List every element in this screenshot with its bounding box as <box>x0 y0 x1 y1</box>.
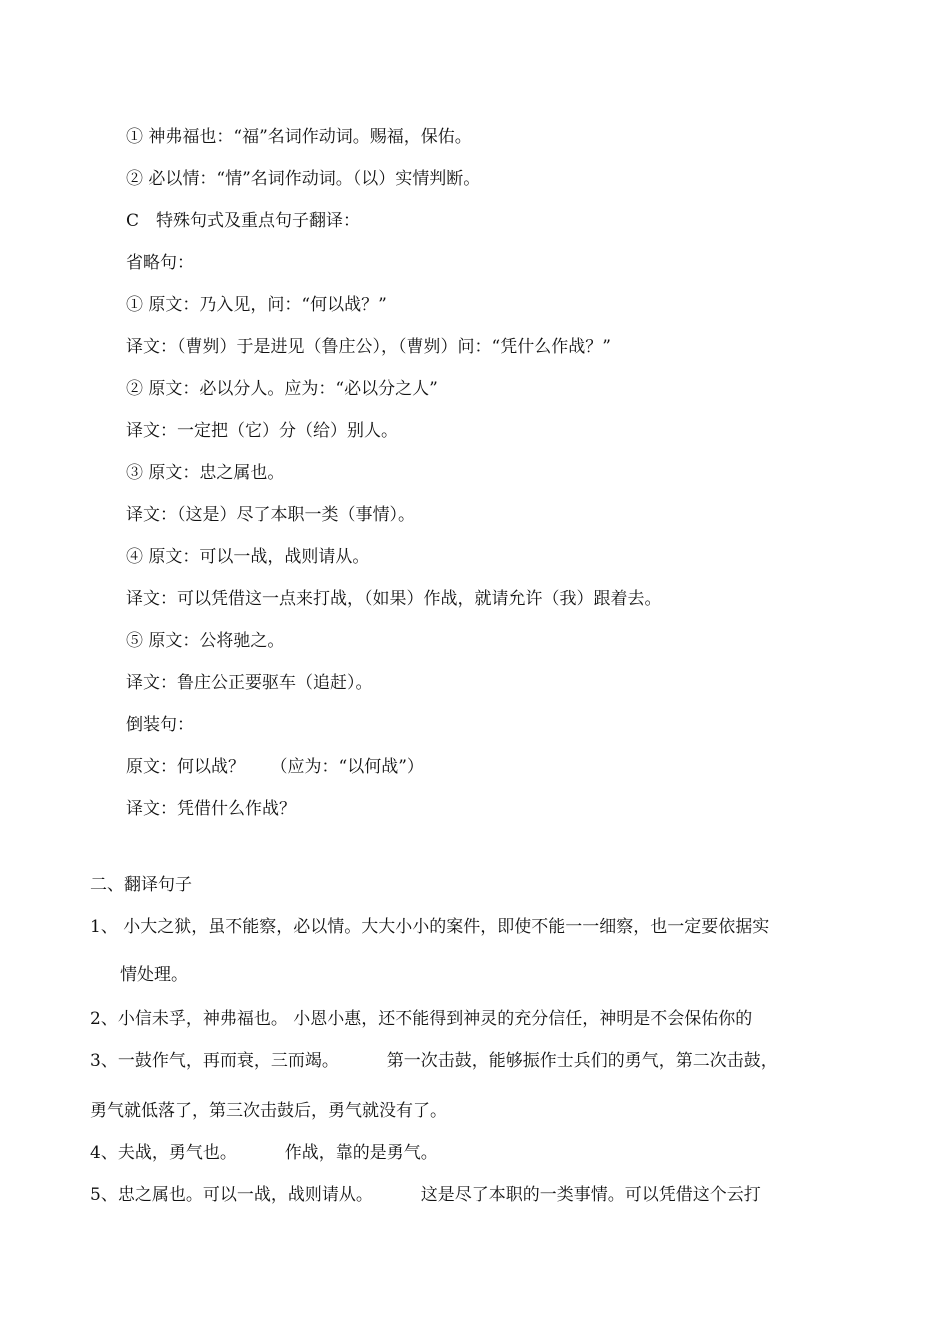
note-line: ② 必以情：“情”名词作动词。（以）实情判断。 <box>126 169 481 189</box>
note-line: ① 神弗福也：“福”名词作动词。赐福，保佑。 <box>126 127 472 147</box>
original-line: ④ 原文：可以一战，战则请从。 <box>126 547 370 567</box>
section-heading: C 特殊句式及重点句子翻译： <box>126 211 361 231</box>
translate-item: 2、小信未孚，神弗福也。 小恩小惠，还不能得到神灵的充分信任，神明是不会保佑你的 <box>90 1009 753 1029</box>
translation-line: 译文：可以凭借这一点来打战，（如果）作战，就请允许（我）跟着去。 <box>126 589 662 609</box>
translate-item: 3、一鼓作气，再而衰，三而竭。 第一次击鼓，能够振作士兵们的勇气，第二次击鼓， <box>90 1051 778 1071</box>
original-line: ② 原文：必以分人。应为：“必以分之人” <box>126 379 438 399</box>
translate-item: 1、 小大之狱，虽不能察，必以情。大大小小的案件，即使不能一一细察，也一定要依据实 <box>90 917 770 937</box>
translate-item: 5、忠之属也。可以一战，战则请从。 这是尽了本职的一类事情。可以凭借这个云打 <box>90 1185 761 1205</box>
translation-line: 译文：（曹刿）于是进见（鲁庄公），（曹刿）问：“凭什么作战？” <box>126 337 611 357</box>
translate-item: 4、夫战，勇气也。 作战，靠的是勇气。 <box>90 1143 438 1163</box>
translation-line: 译文：凭借什么作战？ <box>126 799 296 819</box>
section-title: 二、翻译句子 <box>90 875 192 895</box>
subheading: 省略句： <box>126 253 194 273</box>
subheading: 倒装句： <box>126 715 194 735</box>
translate-item-continued: 情处理。 <box>120 965 188 985</box>
translation-line: 译文：（这是）尽了本职一类（事情）。 <box>126 505 415 525</box>
translation-line: 译文：一定把（它）分（给）别人。 <box>126 421 398 441</box>
original-line: ⑤ 原文：公将驰之。 <box>126 631 285 651</box>
translate-item-continued: 勇气就低落了，第三次击鼓后，勇气就没有了。 <box>90 1101 447 1121</box>
original-line: ③ 原文：忠之属也。 <box>126 463 285 483</box>
translation-line: 译文：鲁庄公正要驱车（追赶）。 <box>126 673 373 693</box>
original-line: ① 原文：乃入见，问：“何以战？” <box>126 295 387 315</box>
original-line: 原文：何以战？ （应为：“以何战”） <box>126 757 424 777</box>
